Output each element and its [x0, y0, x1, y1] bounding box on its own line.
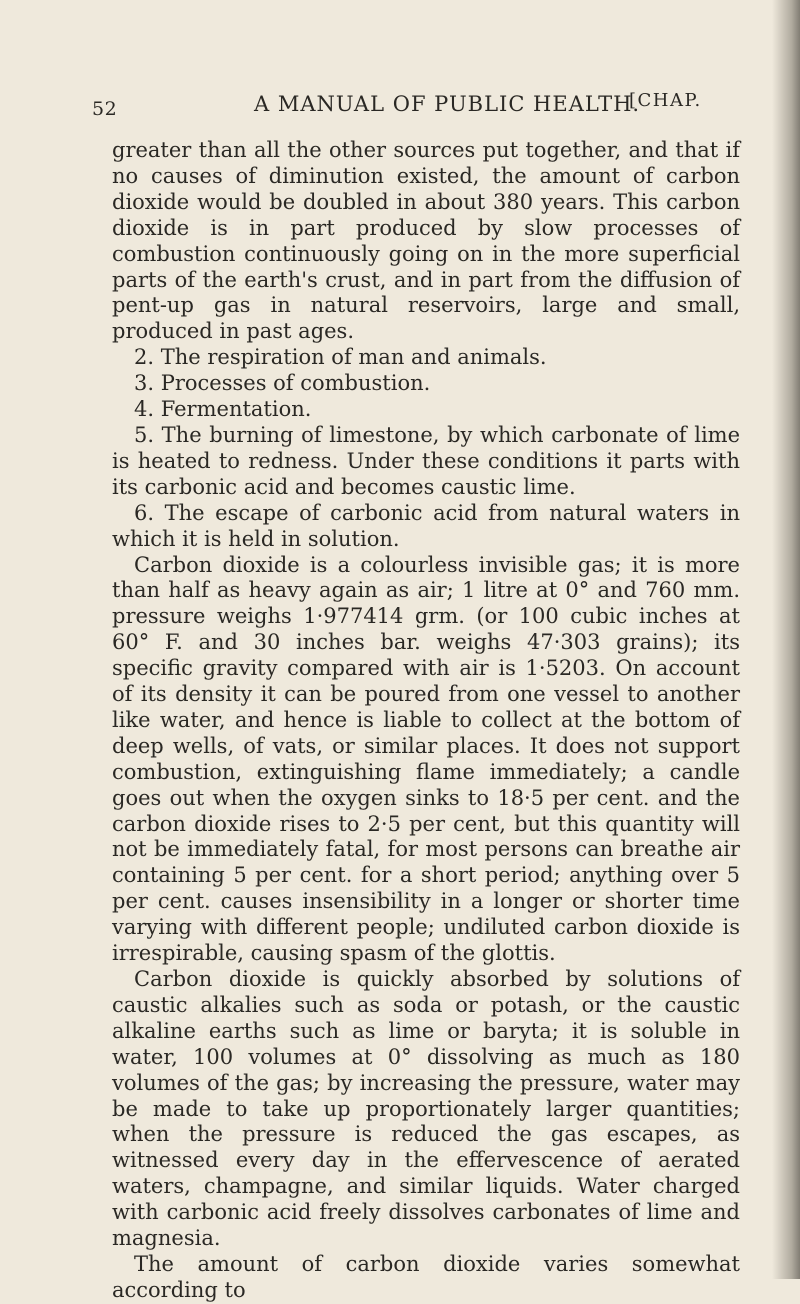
running-title: A MANUAL OF PUBLIC HEALTH.	[254, 92, 641, 116]
page-header	[92, 92, 742, 122]
paragraph-properties: Carbon dioxide is a colourless invisible gas; it is more than half as heavy again as air; 1 litre at 0° and 760 mm. pressure weighs 1·977414 grm. (or 100 cubic inches at 60° F. and 30 inches bar. weighs 47·303 grains); its specific gravity compared with air is 1·5203. On account of its density it can be poured from one vessel to another like water, and hence is liable to collect at the bottom of deep wells, of vats, or similar places. It does not support combustion, extinguishing flame immediately; a candle goes out when the oxygen sinks to 18·5 per cent. and the carbon dioxide rises to 2·5 per cent, but this quantity will not be immediately fatal, for most persons can breathe air containing 5 per cent. for a short period; anything over 5 per cent. causes insensibility in a longer or shorter time varying with different people; undiluted carbon dioxide is irrespirable, causing spasm of the glottis.	[112, 552, 740, 966]
list-item-natural-waters: 6. The escape of carbonic acid from natural waters in which it is held in solution.	[112, 500, 740, 551]
paragraph-continuation: greater than all the other sources put together, and that if no causes of diminution existed, the amount of carbon dioxide would be doubled in about 380 years. This carbon dioxide is in part produced by slow processes of combustion continuously going on in the more superficial parts of the earth's crust, and in part from the diffusion of pent-up gas in natural reservoirs, large and small, produced in past ages.	[112, 138, 740, 344]
paragraph-amount: The amount of carbon dioxide varies somewhat according to	[112, 1251, 740, 1302]
body-text	[112, 138, 740, 1304]
list-item-combustion: 3. Processes of combustion.	[134, 371, 431, 396]
paragraph-absorption: Carbon dioxide is quickly absorbed by solutions of caustic alkalies such as soda or potash, or the caustic alkaline earths such as lime or baryta; it is soluble in water, 100 volumes at 0° dissolving as much as 180 volumes of the gas; by increasing the pressure, water may be made to take up proportionately larger quantities; when the pressure is reduced the gas escapes, as witnessed every day in the effervescence of aerated waters, champagne, and similar liquids. Water charged with carbonic acid freely dissolves carbonates of lime and magnesia.	[112, 967, 740, 1251]
list-item-respiration: 2. The respiration of man and animals.	[134, 345, 547, 370]
page-edge-shadow	[772, 0, 800, 1279]
list-item-limestone: 5. The burning of limestone, by which carbonate of lime is heated to redness. Under these conditions it parts with its carbonic acid and becomes caustic lime.	[112, 422, 740, 499]
list-item-fermentation: 4. Fermentation.	[134, 397, 312, 422]
chapter-mark: [CHAP.	[629, 90, 702, 111]
page-number: 52	[92, 98, 118, 120]
